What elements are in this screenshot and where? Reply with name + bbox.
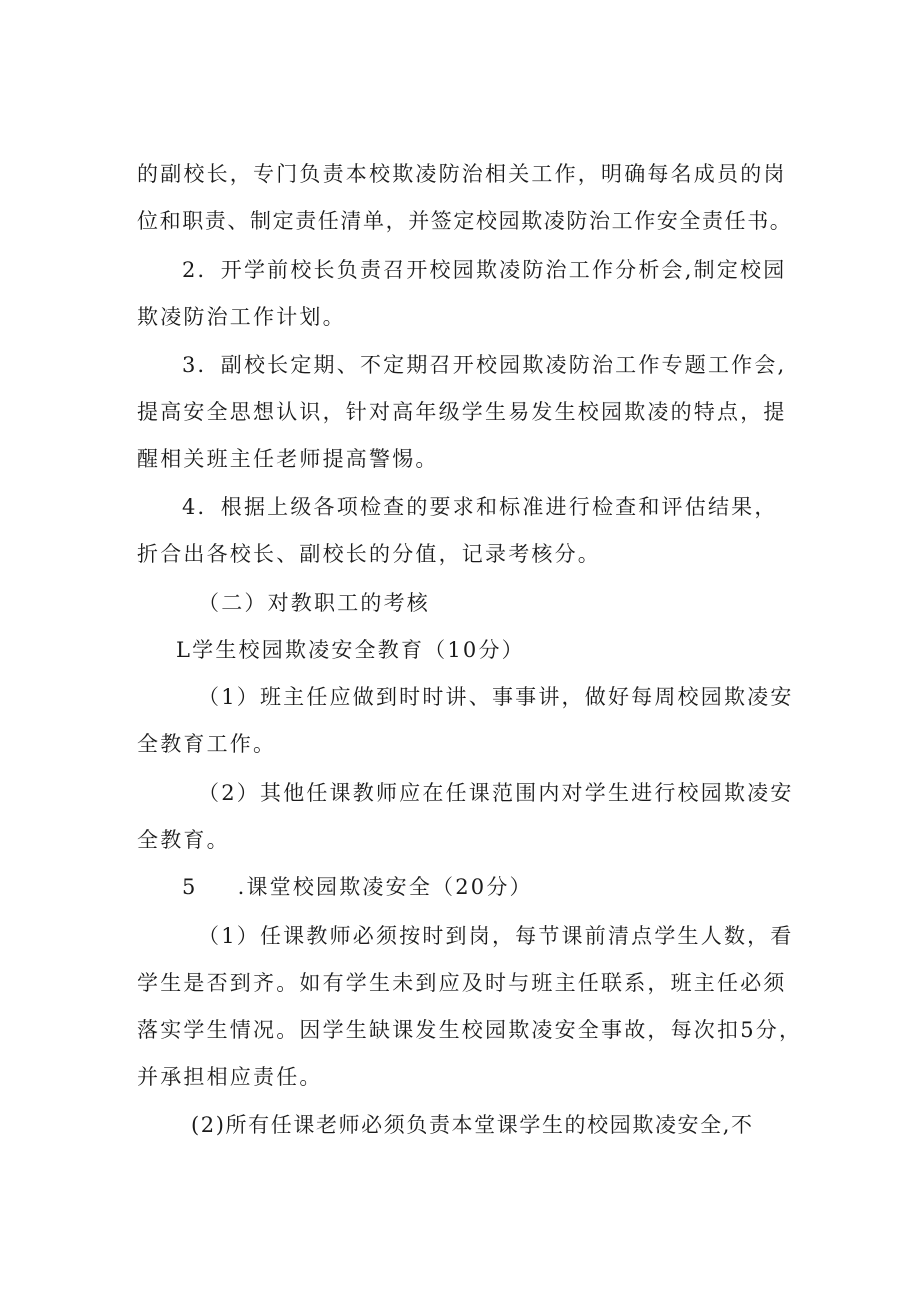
item-heading xyxy=(182,873,533,901)
section-heading: （二）对教职工的考核 xyxy=(198,591,430,615)
paragraph-line: 全教育。 xyxy=(137,828,230,852)
paragraph-line: 4．根据上级各项检查的要求和标准进行检查和评估结果， xyxy=(182,495,778,519)
paragraph-line: 全教育工作。 xyxy=(137,732,277,756)
paragraph-line: （1）班主任应做到时时讲、事事讲，做好每周校园欺凌安 xyxy=(198,685,794,709)
paragraph-line: 落实学生情况。因学生缺课发生校园欺凌安全事故，每次扣5分， xyxy=(137,1018,803,1042)
paragraph-line: 醒相关班主任老师提高警惕。 xyxy=(137,447,439,471)
paragraph-line: 的副校长，专门负责本校欺凌防治相关工作，明确每名成员的岗 xyxy=(137,162,787,186)
item-number: 5 xyxy=(182,875,198,899)
paragraph-line: （2）其他任课教师应在任课范围内对学生进行校园欺凌安 xyxy=(198,781,794,805)
paragraph-line: 3．副校长定期、不定期召开校园欺凌防治工作专题工作会, xyxy=(182,353,787,377)
paragraph-line: 学生是否到齐。如有学生未到应及时与班主任联系，班主任必须 xyxy=(137,971,787,995)
paragraph-line: （1）任课教师必须按时到岗，每节课前清点学生人数，看 xyxy=(198,924,794,948)
item-title: .课堂校园欺凌安全（20分） xyxy=(237,875,533,899)
paragraph-line: 折合出各校长、副校长的分值，记录考核分。 xyxy=(137,542,601,566)
paragraph-line: (2)所有任课老师必须负责本堂课学生的校园欺凌安全,不 xyxy=(191,1113,754,1137)
paragraph-line: 位和职责、制定责任清单，并签定校园欺凌防治工作安全责任书。 xyxy=(137,209,793,233)
paragraph-line: 2．开学前校长负责召开校园欺凌防治工作分析会,制定校园 xyxy=(182,258,787,282)
paragraph-line: 欺凌防治工作计划。 xyxy=(137,305,346,329)
paragraph-line: 并承担相应责任。 xyxy=(137,1065,323,1089)
paragraph-line: 提高安全思想认识，针对高年级学生易发生校园欺凌的特点，提 xyxy=(137,400,787,424)
item-heading: L学生校园欺凌安全教育（10分） xyxy=(176,638,525,662)
